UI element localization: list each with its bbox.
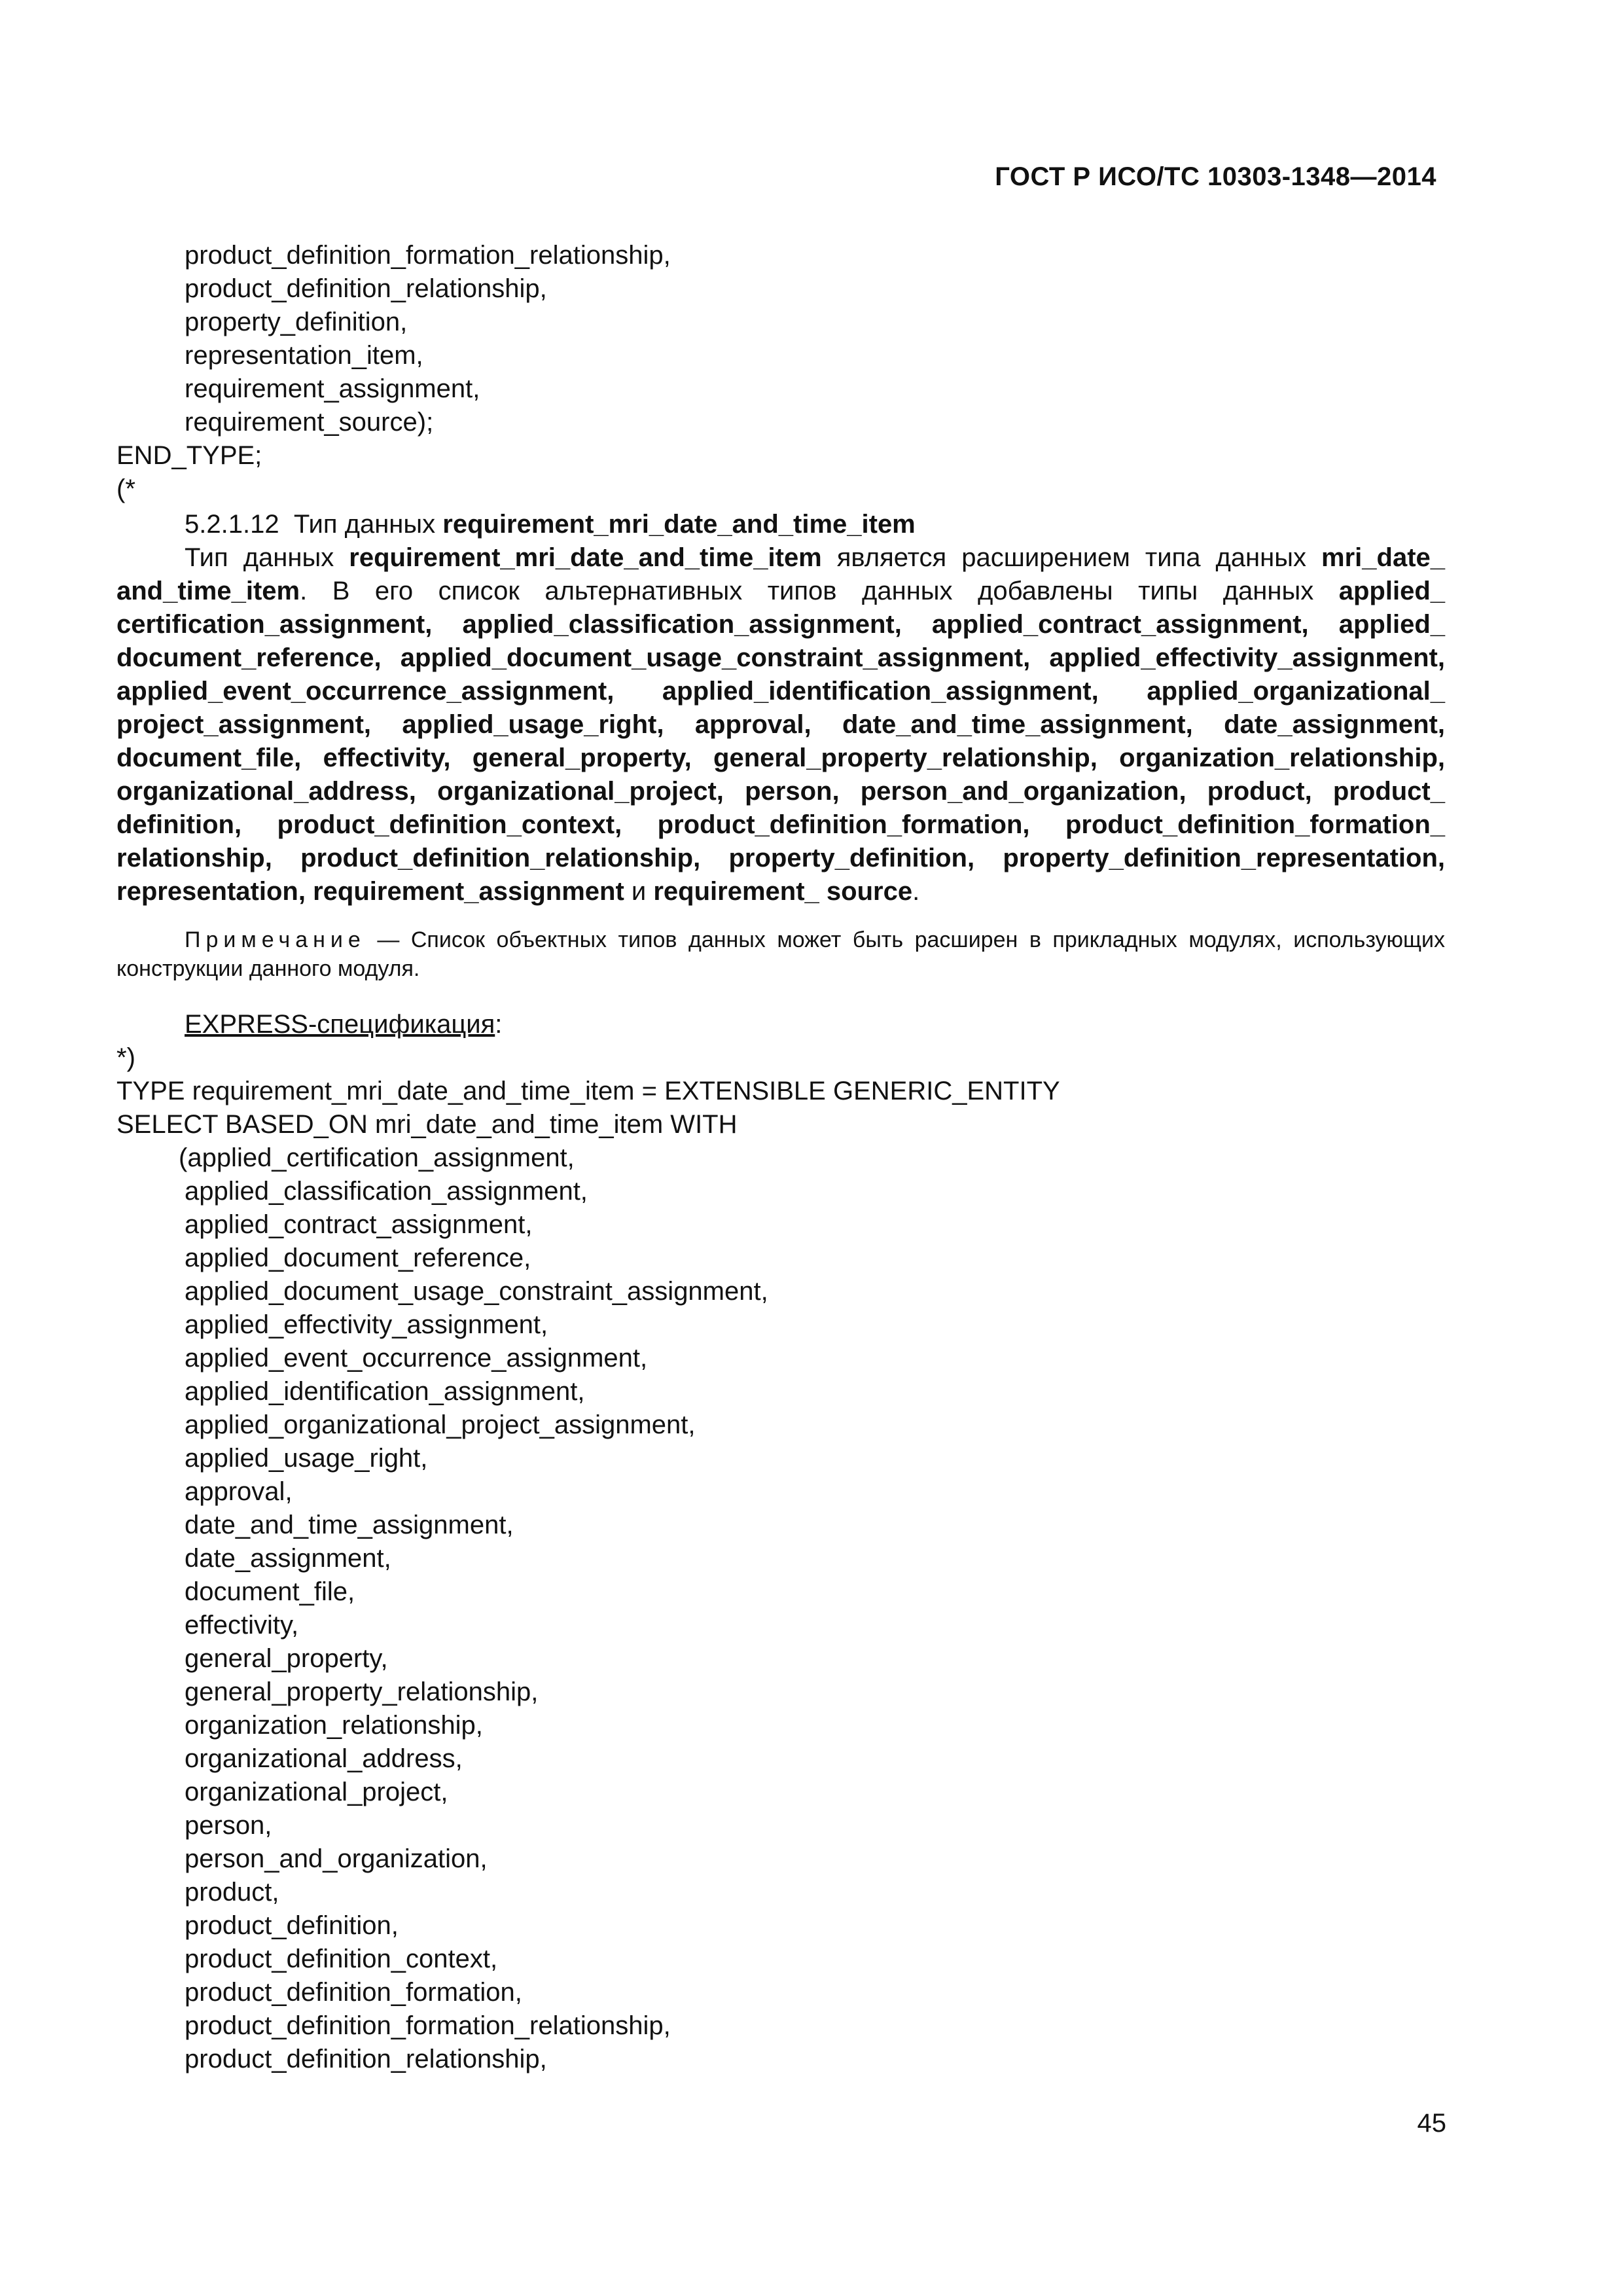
code-line: date_and_time_assignment, xyxy=(185,1511,514,1539)
note-text: — Список объектных типов данных может быть расширен в прикладных модулях, использующих конструкции данного модуля. xyxy=(116,927,1445,981)
code-line: product_definition_relationship, xyxy=(185,2045,547,2073)
code-line: organizational_project, xyxy=(185,1778,448,1806)
code-line: product, xyxy=(185,1878,279,1907)
type-line: SELECT BASED_ON mri_date_and_time_item WITH xyxy=(116,1110,738,1139)
code-line: person, xyxy=(185,1811,272,1840)
code-line: product_definition_formation_relationship, xyxy=(185,241,671,270)
para-bold: requirement_mri_date_and_time_item xyxy=(349,543,822,572)
code-line: applied_document_reference, xyxy=(185,1244,531,1272)
code-line: property_definition, xyxy=(185,308,408,336)
express-label: EXPRESS-спецификация xyxy=(185,1010,495,1039)
document-header: ГОСТ Р ИСО/ТС 10303-1348—2014 xyxy=(995,162,1436,191)
comment-close: *) xyxy=(116,1043,135,1072)
code-line: applied_document_usage_constraint_assignment, xyxy=(185,1277,768,1306)
code-line: organizational_address, xyxy=(185,1744,463,1773)
description-paragraph xyxy=(116,541,1445,908)
para-text: . В его список альтернативных типов данных добавлены типы данных xyxy=(300,577,1339,605)
top-code-block xyxy=(116,239,1445,506)
code-line: product_definition_formation_relationship, xyxy=(185,2011,671,2040)
code-line: approval, xyxy=(185,1477,293,1506)
section-heading xyxy=(116,508,1445,541)
code-line: applied_identification_assignment, xyxy=(185,1377,585,1406)
note-paragraph xyxy=(116,925,1445,983)
note-block xyxy=(116,925,1445,983)
code-line: (applied_certification_assignment, xyxy=(179,1143,575,1172)
para-bold: requirement_ source xyxy=(653,877,913,906)
code-line: applied_classification_assignment, xyxy=(185,1177,588,1206)
code-line: requirement_assignment, xyxy=(185,374,480,403)
description-block xyxy=(116,541,1445,908)
section-title-bold: requirement_mri_date_and_time_item xyxy=(442,510,916,539)
code-line: document_file, xyxy=(185,1577,355,1606)
code-line: general_property, xyxy=(185,1644,388,1673)
para-text: является расширением типа данных xyxy=(821,543,1322,572)
code-line: applied_organizational_project_assignment, xyxy=(185,1410,696,1439)
section-title-prefix: Тип данных xyxy=(293,510,436,539)
code-line: effectivity, xyxy=(185,1611,299,1640)
express-heading xyxy=(116,1008,1445,1041)
code-line: applied_event_occurrence_assignment, xyxy=(185,1344,648,1372)
code-line: organization_relationship, xyxy=(185,1711,483,1740)
code-line: representation_item, xyxy=(185,341,423,370)
express-colon: : xyxy=(495,1010,503,1039)
comment-open: (* xyxy=(116,475,135,503)
para-bold: mri_date_ and_time_item xyxy=(116,543,1445,605)
code-line: date_assignment, xyxy=(185,1544,391,1573)
code-line: applied_effectivity_assignment, xyxy=(185,1310,548,1339)
para-text: . xyxy=(912,877,920,906)
end-type-line: END_TYPE; xyxy=(116,441,262,470)
code-line: applied_usage_right, xyxy=(185,1444,428,1473)
para-text: и xyxy=(624,877,654,906)
code-line: person_and_organization, xyxy=(185,1844,488,1873)
code-line: applied_contract_assignment, xyxy=(185,1210,533,1239)
code-line: product_definition, xyxy=(185,1911,399,1940)
para-bold: applied_ certification_assignment, applied_classification_assignment, applied_contract_assignment, applied_ document_reference, applied_document_usage_constraint_assignment, applied_effectivity_assignment, applied_event_occurrence_assignment, applied_identification_assignment, applied_organizational_ project_assignment, applied_usage_right, approval, date_and_time_assignment, date_assignment, document_file, effectivity, general_property, general_property_relationship, organization_relationship, organizational_address, organizational_project, person, person_and_organization, product, product_ definition, product_definition_context, product_definition_formation, product_definition_formation_ relationship, product_definition_relationship, property_definition, property_definition_representation, representation, requirement_assignment xyxy=(116,577,1445,906)
code-line: general_property_relationship, xyxy=(185,1677,539,1706)
express-block xyxy=(116,1008,1445,2076)
note-label: Примечание xyxy=(185,927,366,952)
para-text: Тип данных xyxy=(185,543,349,572)
code-line: product_definition_context, xyxy=(185,1945,498,1973)
code-line: product_definition_formation, xyxy=(185,1978,522,2007)
page-number: 45 xyxy=(1417,2109,1446,2138)
type-line: TYPE requirement_mri_date_and_time_item = EXTENSIBLE GENERIC_ENTITY xyxy=(116,1077,1060,1105)
code-line: requirement_source); xyxy=(185,408,434,437)
section-number: 5.2.1.12 xyxy=(185,510,279,539)
code-line: product_definition_relationship, xyxy=(185,274,547,303)
